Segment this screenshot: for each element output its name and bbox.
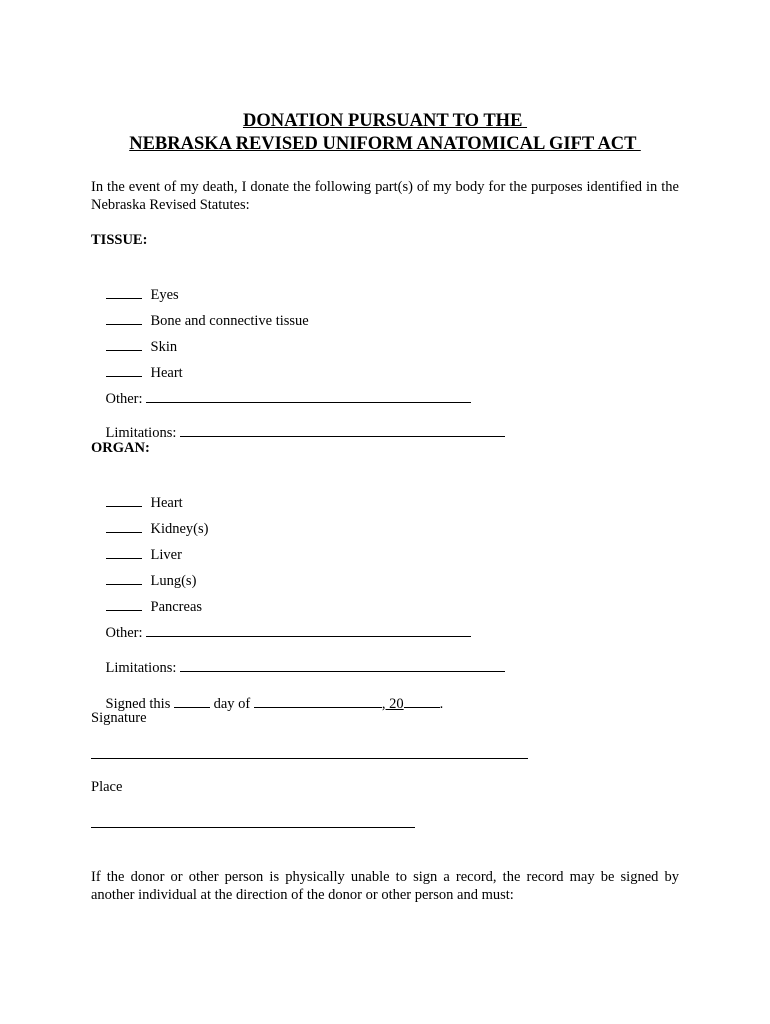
organ-limitations-line[interactable] bbox=[180, 657, 505, 672]
closing-paragraph: If the donor or other person is physically unable to sign a record, the record may be signed by another individual at the direction of the donor or other person and must: bbox=[91, 869, 679, 903]
organ-item-label: Liver bbox=[150, 547, 182, 563]
tissue-item-label: Heart bbox=[150, 365, 183, 381]
tissue-limitations-field[interactable] bbox=[91, 404, 505, 460]
signed-year-field[interactable] bbox=[404, 693, 440, 708]
signature-label: Signature bbox=[91, 710, 147, 726]
signed-year-prefix: , 20 bbox=[381, 696, 404, 712]
organ-item-label: Kidney(s) bbox=[150, 521, 209, 537]
signed-prefix: Signed this bbox=[105, 696, 171, 712]
organ-item-label: Pancreas bbox=[150, 599, 203, 615]
signed-day-of: day of bbox=[213, 696, 251, 712]
tissue-limitations-label: Limitations: bbox=[105, 425, 177, 441]
organ-item-label: Heart bbox=[150, 495, 183, 511]
place-label: Place bbox=[91, 779, 123, 795]
tissue-other-label: Other: bbox=[105, 391, 143, 407]
tissue-item-label: Eyes bbox=[150, 287, 179, 303]
signature-line[interactable] bbox=[91, 758, 528, 759]
organ-other-line[interactable] bbox=[146, 622, 471, 637]
signed-day-field[interactable] bbox=[174, 693, 210, 708]
document-title-line-2: NEBRASKA REVISED UNIFORM ANATOMICAL GIFT ACT bbox=[129, 134, 641, 154]
organ-item-label: Lung(s) bbox=[150, 573, 197, 589]
document-title-line-1: DONATION PURSUANT TO THE bbox=[242, 111, 528, 131]
organ-limitations-label: Limitations: bbox=[105, 660, 177, 676]
tissue-limitations-line[interactable] bbox=[180, 422, 505, 437]
organ-heading: ORGAN: bbox=[91, 440, 150, 456]
intro-paragraph: In the event of my death, I donate the following part(s) of my body for the purposes identified in the Nebraska Revised Statutes: bbox=[91, 179, 679, 213]
organ-other-label: Other: bbox=[105, 625, 143, 641]
place-line[interactable] bbox=[91, 827, 415, 828]
signed-end: . bbox=[439, 696, 444, 712]
tissue-other-line[interactable] bbox=[146, 388, 471, 403]
tissue-heading: TISSUE: bbox=[91, 232, 148, 248]
signed-month-field[interactable] bbox=[254, 693, 382, 708]
tissue-item-label: Skin bbox=[150, 339, 178, 355]
tissue-item-label: Bone and connective tissue bbox=[150, 313, 309, 329]
